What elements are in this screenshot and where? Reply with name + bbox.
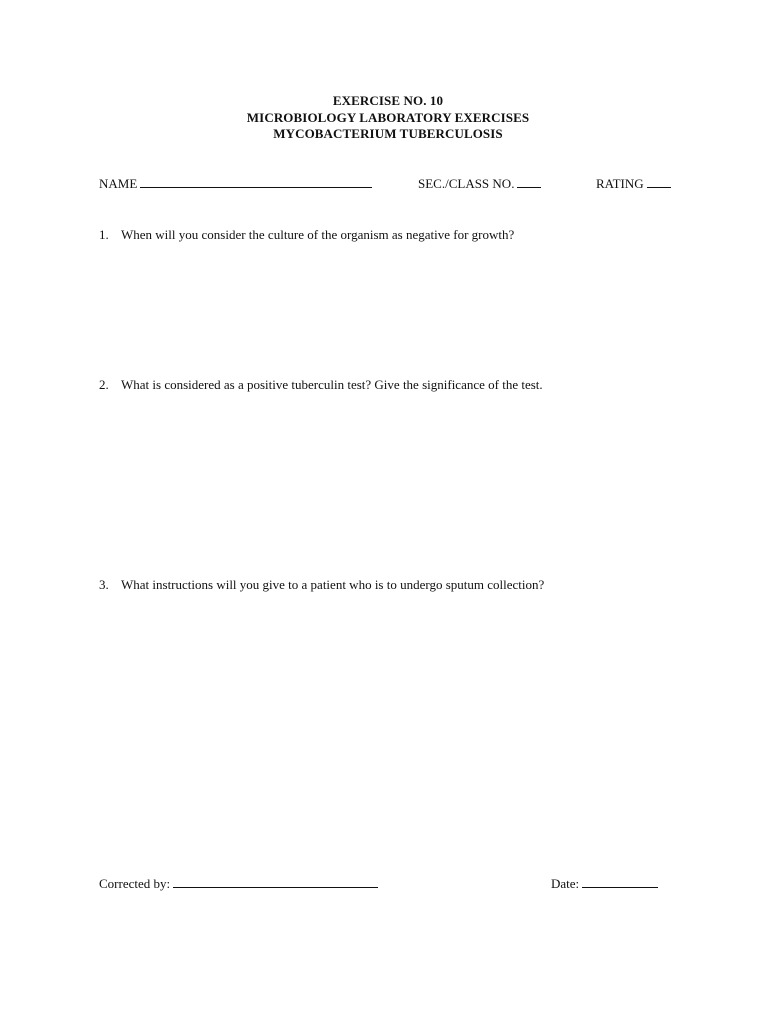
topic-title: MYCOBACTERIUM TUBERCULOSIS [273,126,503,141]
rating-field [596,176,671,192]
name-blank[interactable] [140,176,372,188]
date-blank[interactable] [582,876,658,888]
name-field [99,176,372,192]
question-item [99,377,543,393]
rating-blank[interactable] [647,176,671,188]
question-text: What is considered as a positive tuberculin test? Give the significance of the test. [121,377,543,392]
corrected-by-label: Corrected by: [99,876,171,891]
question-text: When will you consider the culture of the organism as negative for growth? [121,227,515,242]
rating-label: RATING [596,176,644,191]
corrected-by-field [99,876,378,892]
question-text: What instructions will you give to a patient who is to undergo sputum collection? [121,577,545,592]
course-title: MICROBIOLOGY LABORATORY EXERCISES [246,109,530,125]
exercise-number: EXERCISE NO. 10 [332,93,444,108]
section-label: SEC./CLASS NO. [418,176,515,191]
question-item [99,577,544,593]
date-label: Date: [551,876,580,891]
worksheet-header [0,93,768,143]
corrected-by-blank[interactable] [173,876,378,888]
question-number: 1. [99,227,109,242]
question-item [99,227,514,243]
name-label: NAME [99,176,138,191]
question-number: 3. [99,577,109,592]
student-info-row [0,176,768,194]
footer-row [0,876,768,894]
date-field [551,876,658,892]
question-number: 2. [99,377,109,392]
section-field [418,176,541,192]
section-blank[interactable] [517,176,541,188]
